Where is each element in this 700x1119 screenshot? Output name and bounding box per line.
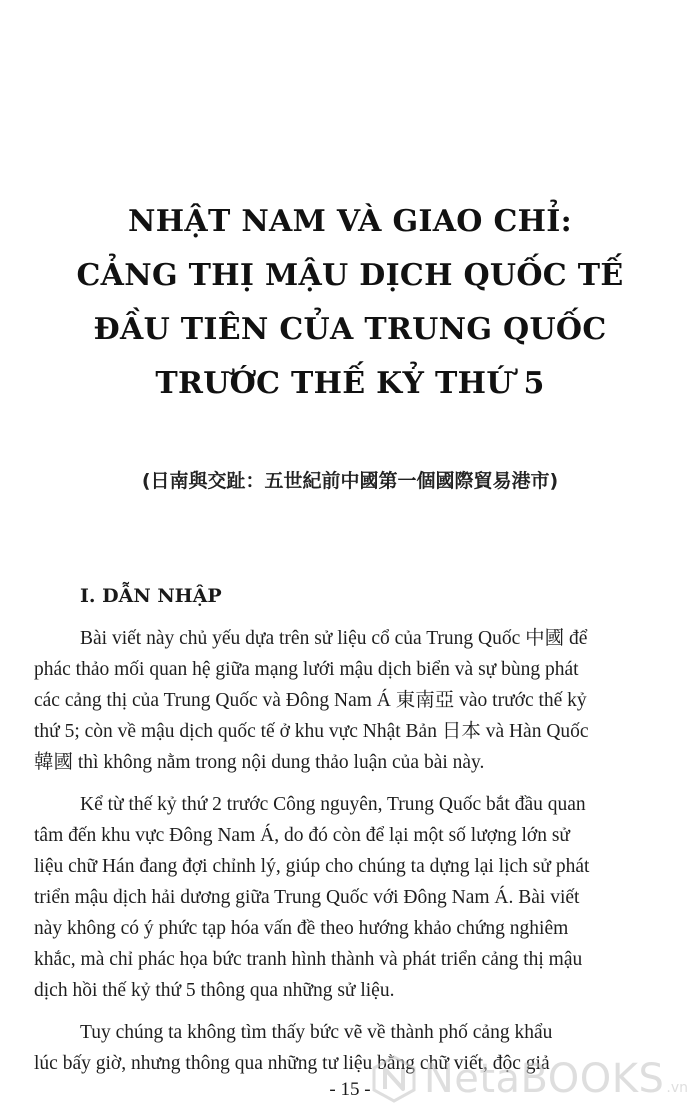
- paragraph-line: Bài viết này chủ yếu dựa trên sử liệu cổ của Trung Quốc 中國 để: [80, 628, 588, 649]
- page-number: - 15 -: [329, 1079, 371, 1100]
- paragraph-1: [34, 623, 680, 778]
- title-line-3: ĐẦU TIÊN CỦA TRUNG QUỐC: [93, 312, 607, 347]
- watermark-brand: NetaBOOKS: [423, 1056, 665, 1102]
- netabooks-logo-icon: [370, 1055, 418, 1103]
- watermark-suffix: .vn: [666, 1080, 688, 1096]
- paragraph-line: tâm đến khu vực Đông Nam Á, do đó còn để lại một số lượng lớn sử: [34, 825, 570, 846]
- chapter-title: [40, 195, 660, 411]
- watermark: [370, 1050, 688, 1108]
- body-text: [34, 623, 680, 1090]
- paragraph-line: Tuy chúng ta không tìm thấy bức vẽ về thành phố cảng khẩu: [80, 1022, 553, 1043]
- title-line-1: NHẬT NAM VÀ GIAO CHỈ:: [128, 204, 572, 239]
- paragraph-line: thứ 5; còn về mậu dịch quốc tế ở khu vực Nhật Bản 日本 và Hàn Quốc: [34, 721, 589, 742]
- paragraph-line: lúc bấy giờ, nhưng thông qua những tư liệu bằng chữ viết, độc giả: [34, 1053, 550, 1074]
- paragraph-line: dịch hồi thế kỷ thứ 5 thông qua những sử liệu.: [34, 980, 395, 1001]
- paragraph-line: các cảng thị của Trung Quốc và Đông Nam Á 東南亞 vào trước thế kỷ: [34, 690, 587, 711]
- paragraph-line: khắc, mà chỉ phác họa bức tranh hình thành và phát triển cảng thị mậu: [34, 949, 583, 970]
- paragraph-2: [34, 789, 680, 1006]
- section-heading: I. DẪN NHẬP: [80, 585, 222, 607]
- paragraph-line: Kể từ thế kỷ thứ 2 trước Công nguyên, Trung Quốc bắt đầu quan: [80, 794, 586, 815]
- title-line-2: CẢNG THỊ MẬU DỊCH QUỐC TẾ: [76, 258, 624, 293]
- chinese-subtitle: (日南與交趾：五世紀前中國第一個國際貿易港市): [141, 470, 559, 492]
- paragraph-line: 韓國 thì không nằm trong nội dung thảo luận của bài này.: [34, 752, 485, 773]
- paragraph-line: liệu chữ Hán đang đợi chỉnh lý, giúp cho chúng ta dựng lại lịch sử phát: [34, 856, 590, 877]
- title-line-4: TRƯỚC THẾ KỶ THỨ 5: [155, 366, 545, 401]
- paragraph-line: này không có ý phức tạp hóa vấn đề theo hướng khảo chứng nghiêm: [34, 918, 569, 939]
- paragraph-line: phác thảo mối quan hệ giữa mạng lưới mậu dịch biển và sự bùng phát: [34, 659, 579, 680]
- paragraph-line: triển mậu dịch hải dương giữa Trung Quốc với Đông Nam Á. Bài viết: [34, 887, 580, 908]
